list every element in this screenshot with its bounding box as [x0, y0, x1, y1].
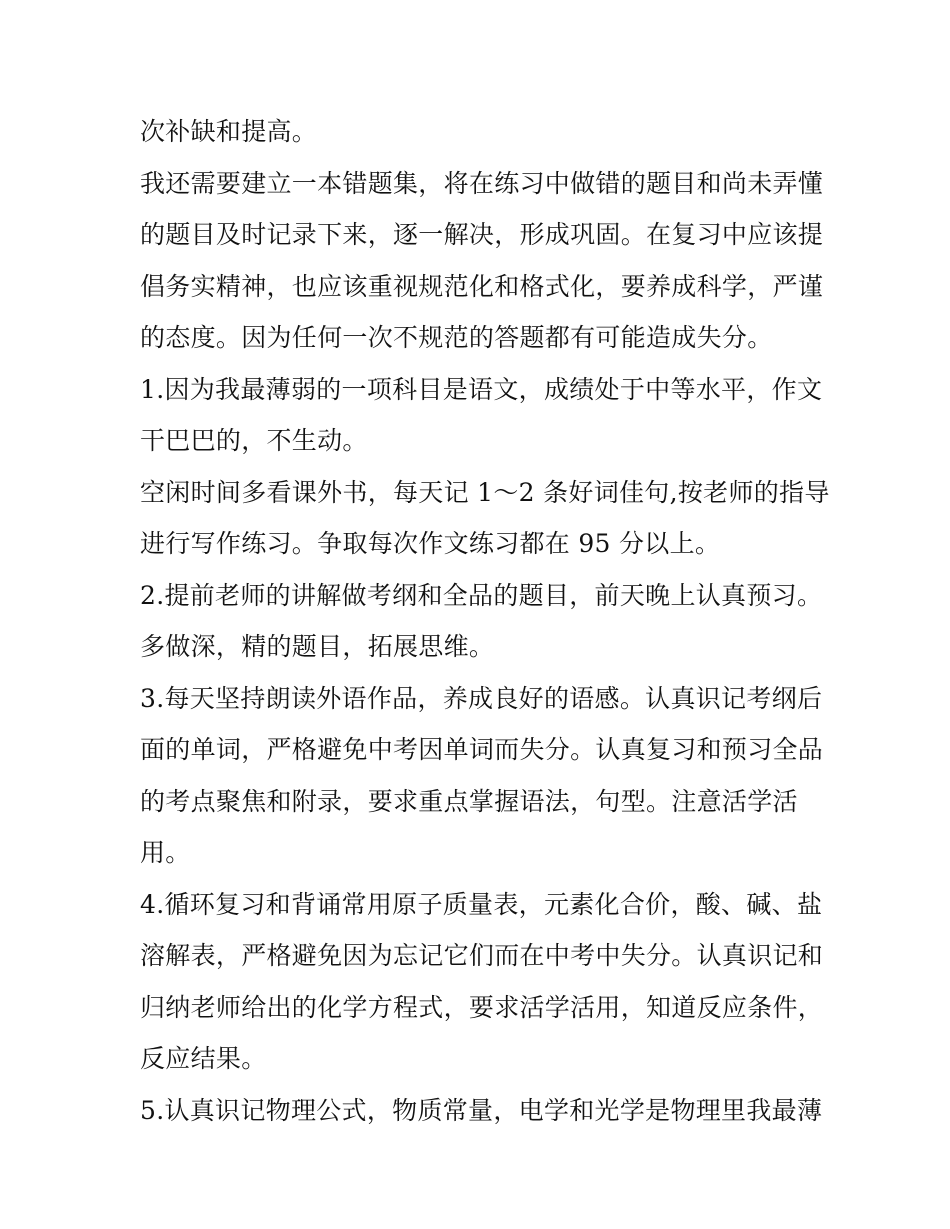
text-line: 的题目及时记录下来，逐一解决，形成巩固。在复习中应该提	[140, 220, 824, 249]
text-line: 的考点聚焦和附录，要求重点掌握语法，句型。注意活学活	[140, 786, 798, 816]
text-line: 归纳老师给出的化学方程式，要求活学活用，知道反应条件，	[140, 992, 824, 1022]
text-line: 用。	[140, 838, 191, 867]
text-line: 空闲时间多看课外书，每天记 1～2 条好词佳句,按老师的指导	[140, 477, 830, 507]
text-line: 多做深，精的题目，拓展思维。	[140, 632, 495, 661]
document-body	[140, 106, 830, 1136]
text-line: 反应结果。	[140, 1044, 267, 1073]
text-line: 2.提前老师的讲解做考纲和全品的题目，前天晚上认真预习。	[140, 580, 823, 610]
text-line: 溶解表，严格避免因为忘记它们而在中考中失分。认真识记和	[140, 941, 824, 970]
text-line: 5.认真识记物理公式，物质常量，电学和光学是物理里我最薄	[140, 1095, 823, 1125]
text-line: 倡务实精神，也应该重视规范化和格式化，要养成科学，严谨	[140, 271, 824, 301]
text-line: 我还需要建立一本错题集，将在练习中做错的题目和尚未弄懂	[140, 168, 824, 198]
text-line: 进行写作练习。争取每次作文练习都在 95 分以上。	[140, 529, 721, 558]
text-line: 1.因为我最薄弱的一项科目是语文，成绩处于中等水平，作文	[140, 374, 823, 404]
text-line: 3.每天坚持朗读外语作品，养成良好的语感。认真识记考纲后	[140, 683, 823, 713]
text-line: 面的单词，严格避免中考因单词而失分。认真复习和预习全品	[140, 735, 824, 764]
text-line: 的态度。因为任何一次不规范的答题都有可能造成失分。	[140, 323, 773, 352]
text-line: 干巴巴的，不生动。	[140, 426, 368, 455]
text-line: 4.循环复习和背诵常用原子质量表，元素化合价，酸、碱、盐	[140, 889, 823, 919]
text-line: 次补缺和提高。	[140, 117, 318, 146]
